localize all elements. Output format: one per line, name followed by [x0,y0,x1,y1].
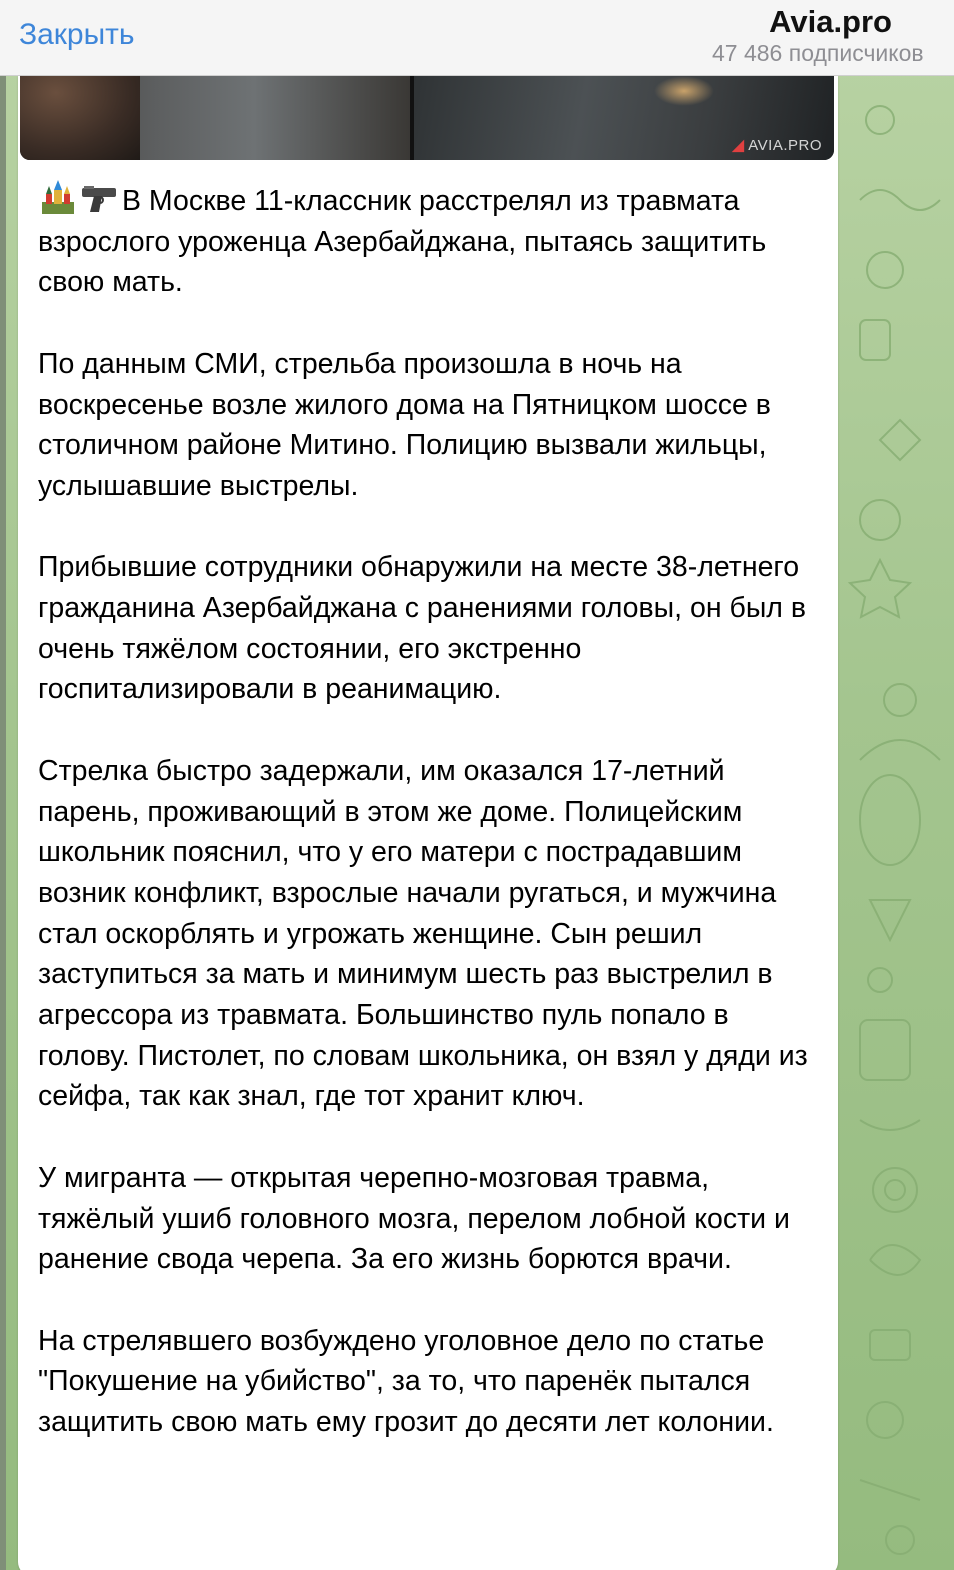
paragraph-6: На стрелявшего возбуждено уголовное дело по статье "Покушение на убийство", за то, что паренёк пытался защитить свою мать ему грозит до десяти лет колонии. [38,1324,774,1439]
message-text [38,180,828,1443]
message-bubble [18,76,838,1570]
top-bar [0,0,954,76]
pistol-emoji-icon [80,180,120,214]
image-left-part [20,76,410,160]
window-edge [0,0,6,1570]
subscriber-count: 47 486 подписчиков [712,40,924,66]
channel-name[interactable]: Avia.pro [769,4,892,39]
kremlin-emoji-icon [38,180,78,214]
image-watermark: ◢ AVIA.PRO [732,137,822,154]
paragraph-3: Прибывшие сотрудники обнаружили на месте 38-летнего гражданина Азербайджана с ранениями головы, он был в очень тяжёлом состоянии, его экстренно госпитализировали в реанимацию. [38,551,806,706]
close-button[interactable]: Закрыть [19,18,135,51]
paragraph-2: По данным СМИ, стрельба произошла в ночь на воскресенье возле жилого дома на Пятницком шоссе в столичном районе Митино. Полицию вызвали жильцы, услышавшие выстрелы. [38,347,771,502]
paragraph-4: Стрелка быстро задержали, им оказался 17-летний парень, проживающий в этом же доме. Полицейским школьник пояснил, что у его матери с пострадавшим возник конфликт, взрослые начали ругаться, и мужчина стал оскорблять и угрожать женщине. Сын решил заступиться за мать и минимум шесть раз выстрелил в агрессора из травмата. Большинство пуль попало в голову. Пистолет, по словам школьника, он взял у дяди из сейфа, так как знал, где тот хранит ключ. [38,754,808,1113]
post-image[interactable] [20,76,834,160]
avia-logo-icon: ◢ [732,137,745,154]
paragraph-1: В Москве 11-классник расстрелял из травмата взрослого уроженца Азербайджана, пытаясь защитить свою мать. [38,180,828,303]
paragraph-5: У мигранта — открытая черепно-мозговая травма, тяжёлый ушиб головного мозга, перелом лобной кости и ранение свода черепа. За его жизнь борются врачи. [38,1161,790,1276]
